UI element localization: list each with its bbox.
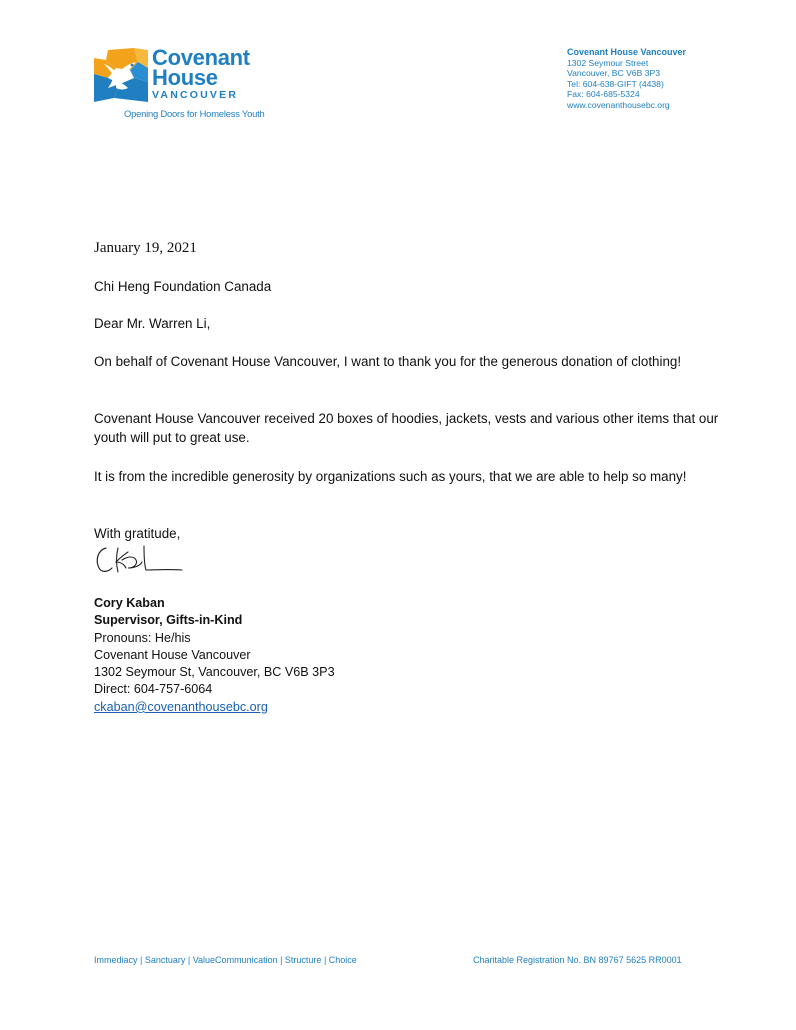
logo-word-house: House bbox=[152, 65, 218, 90]
signer-title: Supervisor, Gifts-in-Kind bbox=[94, 613, 243, 628]
letter-date: January 19, 2021 bbox=[94, 240, 197, 256]
letterhead-org-name: Covenant House Vancouver bbox=[567, 47, 687, 57]
handwritten-signature bbox=[94, 542, 186, 576]
letterhead-tel: Tel: 604-638-GIFT (4438) bbox=[567, 78, 664, 89]
letter-closing: With gratitude, bbox=[94, 526, 181, 541]
letter-paragraph: Covenant House Vancouver received 20 boxes of hoodies, jackets, vests and various other items that our youth will put to great use. bbox=[94, 411, 719, 445]
letter-paragraph: On behalf of Covenant House Vancouver, I want to thank you for the generous donation of clothing! bbox=[94, 354, 682, 369]
footer-values: Immediacy | Sanctuary | ValueCommunication | Structure | Choice bbox=[94, 955, 357, 965]
signature-block bbox=[94, 595, 335, 716]
dove-hands-logo-icon bbox=[94, 48, 148, 102]
letterhead-address bbox=[567, 47, 767, 110]
letterhead-fax: Fax: 604-685-5324 bbox=[567, 89, 640, 99]
logo-tagline: Opening Doors for Homeless Youth bbox=[124, 108, 265, 119]
letter-salutation: Dear Mr. Warren Li, bbox=[94, 316, 211, 331]
signer-pronouns: Pronouns: He/his bbox=[94, 630, 191, 645]
signer-organization: Covenant House Vancouver bbox=[94, 647, 251, 662]
footer-charitable-number: Charitable Registration No. BN 89767 5625 RR0001 bbox=[473, 955, 682, 965]
letterhead-website: www.covenanthousebc.org bbox=[567, 99, 670, 110]
logo-word-covenant: Covenant bbox=[152, 45, 250, 70]
letter-recipient: Chi Heng Foundation Canada bbox=[94, 279, 272, 294]
signer-name: Cory Kaban bbox=[94, 596, 165, 610]
letterhead-street: 1302 Seymour Street bbox=[567, 57, 649, 68]
signer-email-link[interactable]: ckaban@covenanthousebc.org bbox=[94, 699, 268, 714]
logo-word-vancouver: VANCOUVER bbox=[152, 89, 239, 101]
letter-paragraph: It is from the incredible generosity by organizations such as yours, that we are able to help so many! bbox=[94, 469, 687, 484]
letterhead-city: Vancouver, BC V6B 3P3 bbox=[567, 68, 660, 78]
signer-direct-phone: Direct: 604-757-6064 bbox=[94, 682, 213, 697]
signer-address: 1302 Seymour St, Vancouver, BC V6B 3P3 bbox=[94, 665, 335, 680]
covenant-house-logo bbox=[94, 44, 294, 124]
